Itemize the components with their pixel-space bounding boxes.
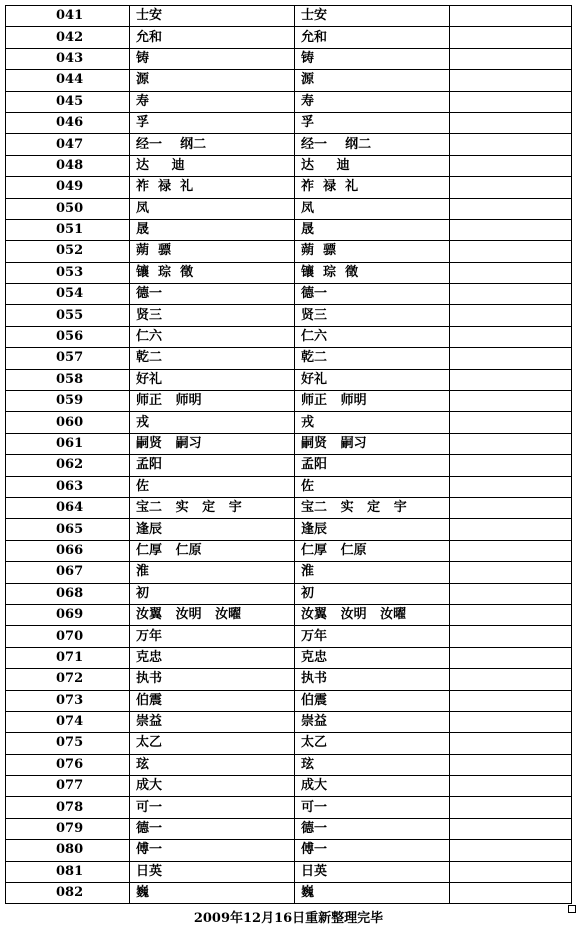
row-name-copy: 孟阳 xyxy=(295,455,450,476)
row-name-copy: 仁六 xyxy=(295,326,450,347)
row-number: 063 xyxy=(6,476,130,497)
row-name-copy: 逢辰 xyxy=(295,519,450,540)
row-name-copy: 镶 琮 徵 xyxy=(295,262,450,283)
table-row xyxy=(6,455,572,476)
row-empty-cell xyxy=(450,797,572,818)
row-name: 镶 琮 徵 xyxy=(130,262,295,283)
row-number: 066 xyxy=(6,540,130,561)
row-name-copy: 德一 xyxy=(295,818,450,839)
row-name: 崇益 xyxy=(130,711,295,732)
row-name-copy: 巍 xyxy=(295,883,450,904)
table-row xyxy=(6,391,572,412)
row-empty-cell xyxy=(450,391,572,412)
row-name-copy: 伯震 xyxy=(295,690,450,711)
row-empty-cell xyxy=(450,647,572,668)
table-row xyxy=(6,134,572,155)
row-number: 055 xyxy=(6,305,130,326)
table-row xyxy=(6,241,572,262)
row-number: 075 xyxy=(6,733,130,754)
row-name-copy: 蒴 骠 xyxy=(295,241,450,262)
row-empty-cell xyxy=(450,348,572,369)
row-name-copy: 孚 xyxy=(295,112,450,133)
row-number: 056 xyxy=(6,326,130,347)
row-name: 万年 xyxy=(130,626,295,647)
row-empty-cell xyxy=(450,669,572,690)
row-name-copy: 凤 xyxy=(295,198,450,219)
table-row xyxy=(6,840,572,861)
row-name-copy: 晟 xyxy=(295,219,450,240)
row-empty-cell xyxy=(450,455,572,476)
row-empty-cell xyxy=(450,262,572,283)
row-empty-cell xyxy=(450,155,572,176)
row-name-copy: 贤三 xyxy=(295,305,450,326)
table-row xyxy=(6,519,572,540)
table-row xyxy=(6,604,572,625)
row-name-copy: 执书 xyxy=(295,669,450,690)
table-row xyxy=(6,497,572,518)
row-number: 079 xyxy=(6,818,130,839)
row-name-copy: 傅一 xyxy=(295,840,450,861)
row-name: 经一 纲二 xyxy=(130,134,295,155)
row-empty-cell xyxy=(450,690,572,711)
row-empty-cell xyxy=(450,48,572,69)
table-row xyxy=(6,198,572,219)
table-row xyxy=(6,540,572,561)
row-name: 孚 xyxy=(130,112,295,133)
table-row xyxy=(6,70,572,91)
row-number: 064 xyxy=(6,497,130,518)
table-row xyxy=(6,776,572,797)
row-name: 傅一 xyxy=(130,840,295,861)
row-empty-cell xyxy=(450,883,572,904)
row-number: 069 xyxy=(6,604,130,625)
table-row xyxy=(6,562,572,583)
row-number: 047 xyxy=(6,134,130,155)
row-name-copy: 铸 xyxy=(295,48,450,69)
row-name-copy: 士安 xyxy=(295,6,450,27)
row-empty-cell xyxy=(450,519,572,540)
table-row xyxy=(6,690,572,711)
resize-handle[interactable] xyxy=(568,905,576,913)
row-number: 081 xyxy=(6,861,130,882)
row-number: 057 xyxy=(6,348,130,369)
row-name: 日英 xyxy=(130,861,295,882)
row-number: 042 xyxy=(6,27,130,48)
row-number: 078 xyxy=(6,797,130,818)
row-name: 初 xyxy=(130,583,295,604)
row-empty-cell xyxy=(450,27,572,48)
row-number: 071 xyxy=(6,647,130,668)
row-name: 蒴 骠 xyxy=(130,241,295,262)
row-number: 065 xyxy=(6,519,130,540)
row-empty-cell xyxy=(450,219,572,240)
table-row xyxy=(6,818,572,839)
table-body xyxy=(6,6,572,904)
row-number: 068 xyxy=(6,583,130,604)
table-row xyxy=(6,647,572,668)
table-row xyxy=(6,305,572,326)
row-number: 045 xyxy=(6,91,130,112)
row-name-copy: 经一 纲二 xyxy=(295,134,450,155)
row-empty-cell xyxy=(450,177,572,198)
row-name: 好礼 xyxy=(130,369,295,390)
row-number: 077 xyxy=(6,776,130,797)
row-name-copy: 允和 xyxy=(295,27,450,48)
row-name: 可一 xyxy=(130,797,295,818)
row-empty-cell xyxy=(450,6,572,27)
row-empty-cell xyxy=(450,412,572,433)
table-row xyxy=(6,754,572,775)
row-name: 德一 xyxy=(130,818,295,839)
row-name-copy: 好礼 xyxy=(295,369,450,390)
row-number: 041 xyxy=(6,6,130,27)
table-row xyxy=(6,155,572,176)
row-name: 铸 xyxy=(130,48,295,69)
row-name-copy: 日英 xyxy=(295,861,450,882)
row-name-copy: 仁厚 仁原 xyxy=(295,540,450,561)
row-name-copy: 嗣贤 嗣习 xyxy=(295,433,450,454)
row-number: 062 xyxy=(6,455,130,476)
row-number: 053 xyxy=(6,262,130,283)
row-empty-cell xyxy=(450,840,572,861)
row-number: 048 xyxy=(6,155,130,176)
table-row xyxy=(6,883,572,904)
row-name: 允和 xyxy=(130,27,295,48)
row-number: 046 xyxy=(6,112,130,133)
table-row xyxy=(6,91,572,112)
row-name: 戎 xyxy=(130,412,295,433)
row-empty-cell xyxy=(450,497,572,518)
table-row xyxy=(6,711,572,732)
row-name: 成大 xyxy=(130,776,295,797)
row-empty-cell xyxy=(450,818,572,839)
row-name: 达 迪 xyxy=(130,155,295,176)
row-empty-cell xyxy=(450,754,572,775)
row-name: 祚 禄 礼 xyxy=(130,177,295,198)
row-empty-cell xyxy=(450,711,572,732)
table-row xyxy=(6,348,572,369)
row-name: 佐 xyxy=(130,476,295,497)
row-name: 克忠 xyxy=(130,647,295,668)
row-number: 061 xyxy=(6,433,130,454)
row-name: 玹 xyxy=(130,754,295,775)
table-row xyxy=(6,626,572,647)
row-name-copy: 乾二 xyxy=(295,348,450,369)
row-number: 072 xyxy=(6,669,130,690)
row-number: 043 xyxy=(6,48,130,69)
row-number: 052 xyxy=(6,241,130,262)
table-row xyxy=(6,48,572,69)
row-name: 师正 师明 xyxy=(130,391,295,412)
table-row xyxy=(6,177,572,198)
row-name: 执书 xyxy=(130,669,295,690)
table-row xyxy=(6,6,572,27)
row-name-copy: 克忠 xyxy=(295,647,450,668)
row-name-copy: 成大 xyxy=(295,776,450,797)
row-empty-cell xyxy=(450,284,572,305)
row-name: 汝翼 汝明 汝曜 xyxy=(130,604,295,625)
row-name: 晟 xyxy=(130,219,295,240)
row-name-copy: 源 xyxy=(295,70,450,91)
row-empty-cell xyxy=(450,112,572,133)
row-name: 淮 xyxy=(130,562,295,583)
row-name-copy: 淮 xyxy=(295,562,450,583)
row-name-copy: 初 xyxy=(295,583,450,604)
row-name: 凤 xyxy=(130,198,295,219)
row-empty-cell xyxy=(450,540,572,561)
row-empty-cell xyxy=(450,134,572,155)
row-empty-cell xyxy=(450,305,572,326)
row-empty-cell xyxy=(450,369,572,390)
row-name-copy: 可一 xyxy=(295,797,450,818)
table-row xyxy=(6,112,572,133)
row-number: 050 xyxy=(6,198,130,219)
row-name-copy: 太乙 xyxy=(295,733,450,754)
row-number: 074 xyxy=(6,711,130,732)
row-number: 058 xyxy=(6,369,130,390)
footer-note: 2009年12月16日重新整理完毕 xyxy=(193,911,384,926)
row-name-copy: 寿 xyxy=(295,91,450,112)
row-name-copy: 玹 xyxy=(295,754,450,775)
row-name-copy: 德一 xyxy=(295,284,450,305)
row-number: 051 xyxy=(6,219,130,240)
table-row xyxy=(6,797,572,818)
table-row xyxy=(6,476,572,497)
table-row xyxy=(6,369,572,390)
row-name-copy: 宝二 实 定 宇 xyxy=(295,497,450,518)
row-name: 巍 xyxy=(130,883,295,904)
row-number: 073 xyxy=(6,690,130,711)
row-empty-cell xyxy=(450,198,572,219)
row-name-copy: 佐 xyxy=(295,476,450,497)
row-name: 源 xyxy=(130,70,295,91)
row-empty-cell xyxy=(450,326,572,347)
row-name-copy: 达 迪 xyxy=(295,155,450,176)
row-empty-cell xyxy=(450,583,572,604)
row-empty-cell xyxy=(450,733,572,754)
row-number: 076 xyxy=(6,754,130,775)
row-empty-cell xyxy=(450,91,572,112)
row-name-copy: 汝翼 汝明 汝曜 xyxy=(295,604,450,625)
row-name: 嗣贤 嗣习 xyxy=(130,433,295,454)
row-empty-cell xyxy=(450,433,572,454)
row-name: 孟阳 xyxy=(130,455,295,476)
genealogy-table xyxy=(5,5,572,904)
row-name-copy: 崇益 xyxy=(295,711,450,732)
row-name: 士安 xyxy=(130,6,295,27)
row-empty-cell xyxy=(450,861,572,882)
row-name: 宝二 实 定 宇 xyxy=(130,497,295,518)
row-name: 仁厚 仁原 xyxy=(130,540,295,561)
row-empty-cell xyxy=(450,776,572,797)
table-row xyxy=(6,27,572,48)
row-number: 044 xyxy=(6,70,130,91)
row-empty-cell xyxy=(450,626,572,647)
row-name: 仁六 xyxy=(130,326,295,347)
table-row xyxy=(6,669,572,690)
row-empty-cell xyxy=(450,70,572,91)
row-name: 贤三 xyxy=(130,305,295,326)
table-row xyxy=(6,433,572,454)
table-row xyxy=(6,326,572,347)
row-number: 067 xyxy=(6,562,130,583)
row-name: 太乙 xyxy=(130,733,295,754)
table-row xyxy=(6,219,572,240)
row-number: 082 xyxy=(6,883,130,904)
row-name: 乾二 xyxy=(130,348,295,369)
row-empty-cell xyxy=(450,241,572,262)
row-number: 080 xyxy=(6,840,130,861)
row-number: 060 xyxy=(6,412,130,433)
table-row xyxy=(6,284,572,305)
row-name-copy: 祚 禄 礼 xyxy=(295,177,450,198)
row-number: 054 xyxy=(6,284,130,305)
row-name: 伯震 xyxy=(130,690,295,711)
table-row xyxy=(6,733,572,754)
row-name-copy: 万年 xyxy=(295,626,450,647)
row-empty-cell xyxy=(450,604,572,625)
row-name: 德一 xyxy=(130,284,295,305)
row-name-copy: 师正 师明 xyxy=(295,391,450,412)
table-row xyxy=(6,861,572,882)
row-number: 049 xyxy=(6,177,130,198)
table-row xyxy=(6,583,572,604)
row-name: 寿 xyxy=(130,91,295,112)
row-number: 059 xyxy=(6,391,130,412)
table-row xyxy=(6,262,572,283)
row-name-copy: 戎 xyxy=(295,412,450,433)
row-empty-cell xyxy=(450,476,572,497)
table-row xyxy=(6,412,572,433)
row-name: 逢辰 xyxy=(130,519,295,540)
row-empty-cell xyxy=(450,562,572,583)
row-number: 070 xyxy=(6,626,130,647)
